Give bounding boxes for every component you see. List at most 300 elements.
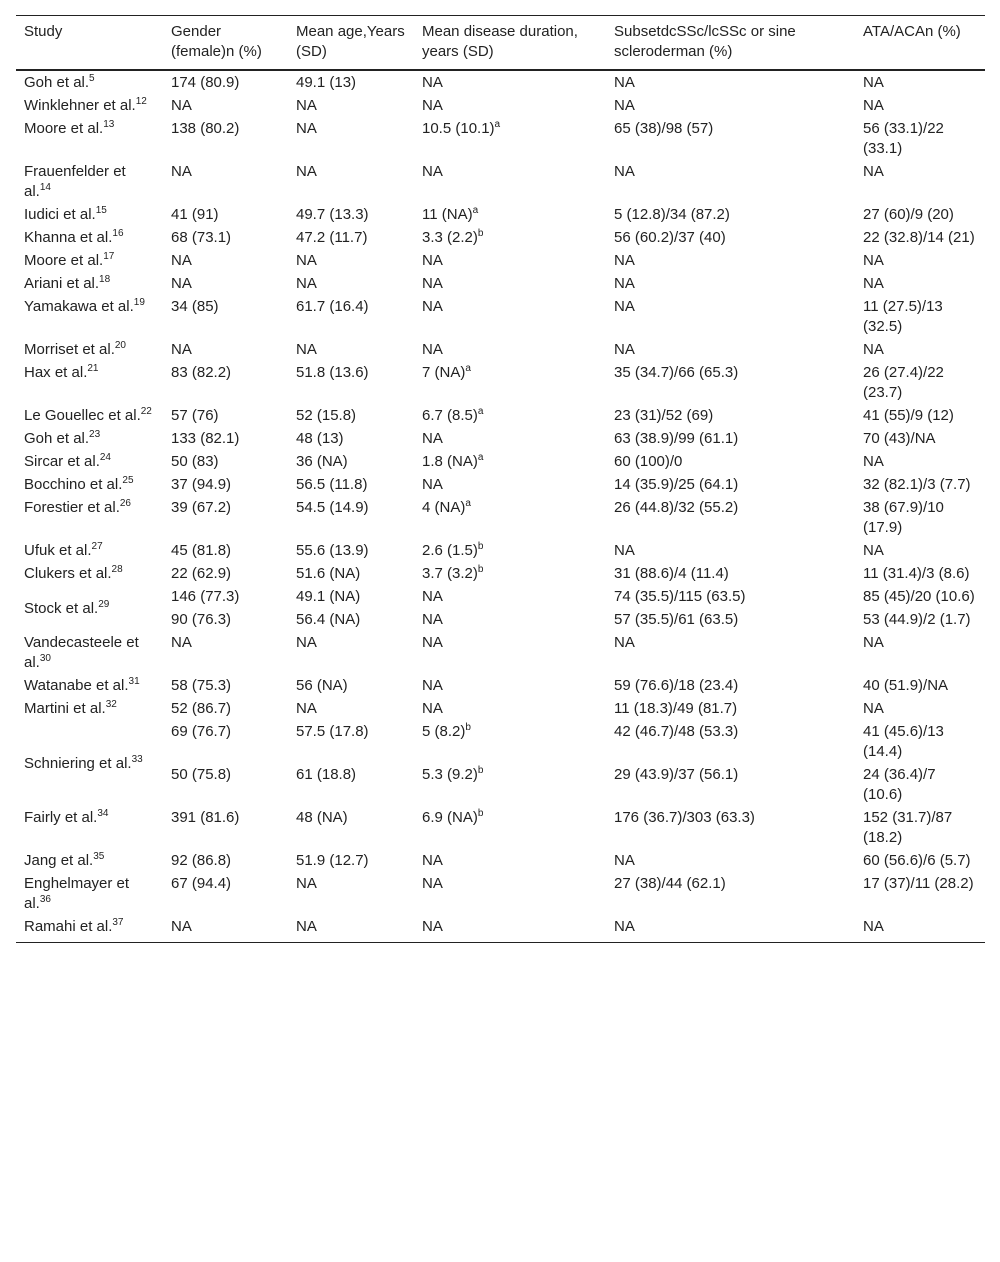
cell-duration xyxy=(414,872,606,915)
study-name: Enghelmayer et al. xyxy=(24,875,130,912)
table-body xyxy=(16,70,985,943)
cell-subset: 42 (46.7)/48 (53.3) xyxy=(614,723,739,740)
cell-subset: 5 (12.8)/34 (87.2) xyxy=(614,206,730,223)
cell-ata-aca: 27 (60)/9 (20) xyxy=(863,206,954,223)
reference-number: 15 xyxy=(95,205,107,216)
cell-subset: 14 (35.9)/25 (64.1) xyxy=(614,476,739,493)
cell-ata-aca: NA xyxy=(863,97,884,114)
cell-age: NA xyxy=(296,341,317,358)
cell-duration xyxy=(414,806,606,849)
cell-ata-aca: NA xyxy=(863,341,884,358)
duration-value: 3.3 (2.2) xyxy=(422,229,478,246)
cell-gender: 92 (86.8) xyxy=(171,852,232,869)
cell-subset: 26 (44.8)/32 (55.2) xyxy=(614,499,739,516)
cell-subset: NA xyxy=(614,341,635,358)
study-name: Frauenfelder et al. xyxy=(24,163,126,200)
cell-subset: 35 (34.7)/66 (65.3) xyxy=(614,364,739,381)
cell-subset: 63 (38.9)/99 (61.1) xyxy=(614,430,739,447)
reference-number: 25 xyxy=(122,475,134,486)
table-row xyxy=(16,70,985,94)
cell-age: 61 (18.8) xyxy=(296,766,357,783)
duration-value: NA xyxy=(422,341,443,358)
cell-gender: 90 (76.3) xyxy=(171,611,232,628)
table-row xyxy=(16,496,985,539)
cell-study xyxy=(16,361,163,404)
cell-study xyxy=(16,450,163,473)
reference-number: 28 xyxy=(111,564,123,575)
duration-value: NA xyxy=(422,252,443,269)
cell-ata-aca: 53 (44.9)/2 (1.7) xyxy=(863,611,971,628)
cell-gender: 41 (91) xyxy=(171,206,219,223)
cell-ata-aca: 152 (31.7)/87 (18.2) xyxy=(863,809,953,846)
cell-ata-aca: 11 (27.5)/13 (32.5) xyxy=(863,298,943,335)
study-name: Stock et al. xyxy=(24,599,99,617)
reference-number: 20 xyxy=(114,340,126,351)
table-row xyxy=(16,94,985,117)
cell-ata-aca: 85 (45)/20 (10.6) xyxy=(863,588,975,605)
col-header-subset: SubsetdcSSc/lcSSc or sine scleroderman (%) xyxy=(606,16,855,71)
duration-value: 3.7 (3.2) xyxy=(422,565,478,582)
cell-duration xyxy=(414,915,606,943)
table-row xyxy=(16,562,985,585)
col-header-study: Study xyxy=(16,16,163,71)
cell-age: 61.7 (16.4) xyxy=(296,298,369,315)
table-row xyxy=(16,697,985,720)
table-row xyxy=(16,361,985,404)
reference-number: 13 xyxy=(103,119,115,130)
cell-gender: 69 (76.7) xyxy=(171,723,232,740)
cell-age: 51.9 (12.7) xyxy=(296,852,369,869)
cell-gender: 57 (76) xyxy=(171,407,219,424)
table-row xyxy=(16,720,985,763)
table-row xyxy=(16,272,985,295)
duration-value: 6.7 (8.5) xyxy=(422,407,478,424)
cell-ata-aca: 40 (51.9)/NA xyxy=(863,677,949,694)
duration-value: NA xyxy=(422,634,443,651)
cell-ata-aca: 60 (56.6)/6 (5.7) xyxy=(863,852,971,869)
cell-duration xyxy=(414,496,606,539)
footnote-marker: b xyxy=(465,722,471,733)
table-row xyxy=(16,338,985,361)
duration-value: NA xyxy=(422,275,443,292)
cell-subset: NA xyxy=(614,163,635,180)
reference-number: 21 xyxy=(87,363,99,374)
duration-value: NA xyxy=(422,298,443,315)
cell-gender: NA xyxy=(171,163,192,180)
reference-number: 22 xyxy=(140,406,152,417)
cell-study xyxy=(16,272,163,295)
cell-subset: 57 (35.5)/61 (63.5) xyxy=(614,611,739,628)
cell-gender: 50 (83) xyxy=(171,453,219,470)
footnote-marker: b xyxy=(477,765,484,776)
col-header-duration: Mean disease duration, years (SD) xyxy=(414,16,606,71)
cell-age: 48 (13) xyxy=(296,430,344,447)
cell-duration xyxy=(414,226,606,249)
footnote-marker: b xyxy=(477,228,484,239)
cell-duration xyxy=(414,763,606,806)
cell-age: 49.7 (13.3) xyxy=(296,206,369,223)
table-row xyxy=(16,872,985,915)
duration-value: NA xyxy=(422,611,443,628)
cell-ata-aca: 32 (82.1)/3 (7.7) xyxy=(863,476,971,493)
study-name: Goh et al. xyxy=(24,430,90,447)
cell-study xyxy=(16,249,163,272)
cell-duration xyxy=(414,450,606,473)
cell-gender: NA xyxy=(163,915,288,943)
duration-value: 2.6 (1.5) xyxy=(422,542,478,559)
cell-duration xyxy=(414,697,606,720)
cell-age: 54.5 (14.9) xyxy=(296,499,369,516)
cell-study xyxy=(16,872,163,915)
footnote-marker: a xyxy=(472,205,479,216)
cell-study xyxy=(16,915,163,943)
study-name: Le Gouellec et al. xyxy=(24,407,141,424)
table-row xyxy=(16,226,985,249)
cell-subset: 59 (76.6)/18 (23.4) xyxy=(614,677,739,694)
cell-gender: 138 (80.2) xyxy=(171,120,240,137)
reference-number: 18 xyxy=(99,274,111,285)
reference-number: 12 xyxy=(135,96,147,107)
reference-number: 35 xyxy=(93,851,105,862)
study-name: Fairly et al. xyxy=(24,809,98,826)
study-name: Clukers et al. xyxy=(24,565,112,582)
table-row xyxy=(16,539,985,562)
duration-value: NA xyxy=(422,852,443,869)
cell-ata-aca: NA xyxy=(863,634,884,651)
cell-duration xyxy=(414,631,606,674)
cell-study xyxy=(16,849,163,872)
cell-duration xyxy=(414,361,606,404)
cell-ata-aca: NA xyxy=(863,453,884,470)
cell-gender: 45 (81.8) xyxy=(171,542,232,559)
cell-study xyxy=(16,631,163,674)
table-row xyxy=(16,631,985,674)
study-name: Martini et al. xyxy=(24,700,106,717)
cell-study xyxy=(16,674,163,697)
cell-age: 49.1 (13) xyxy=(296,74,357,91)
table-row xyxy=(16,427,985,450)
reference-number: 19 xyxy=(133,297,145,308)
table-row xyxy=(16,585,985,608)
cell-gender: NA xyxy=(171,252,192,269)
cell-gender: 58 (75.3) xyxy=(171,677,232,694)
cell-ata-aca: 38 (67.9)/10 (17.9) xyxy=(863,499,944,536)
cell-age: 48 (NA) xyxy=(296,809,348,826)
col-header-gender: Gender (female)n (%) xyxy=(163,16,288,71)
reference-number: 14 xyxy=(39,182,51,193)
study-name: Schniering et al. xyxy=(24,754,132,772)
study-name: Khanna et al. xyxy=(24,229,113,246)
cell-gender: 146 (77.3) xyxy=(171,588,240,605)
study-name: Goh et al. xyxy=(24,74,90,91)
reference-number: 30 xyxy=(39,653,51,664)
footnote-marker: a xyxy=(477,406,484,417)
cell-age: NA xyxy=(296,97,317,114)
study-name: Iudici et al. xyxy=(24,206,96,223)
table-row xyxy=(16,674,985,697)
cell-subset: 31 (88.6)/4 (11.4) xyxy=(614,565,729,582)
cell-duration xyxy=(414,427,606,450)
table-row xyxy=(16,295,985,338)
study-name: Ariani et al. xyxy=(24,275,100,292)
footnote-marker: b xyxy=(477,541,484,552)
duration-value: NA xyxy=(422,677,443,694)
table-row xyxy=(16,915,985,943)
col-header-ata-aca: ATA/ACAn (%) xyxy=(855,16,985,71)
cell-study xyxy=(16,697,163,720)
cell-subset: NA xyxy=(614,634,635,651)
cell-study xyxy=(16,473,163,496)
cell-duration xyxy=(414,338,606,361)
study-characteristics-table xyxy=(16,15,985,943)
footnote-marker: a xyxy=(494,119,501,130)
duration-value: NA xyxy=(422,918,443,935)
cell-study xyxy=(16,427,163,450)
duration-value: 7 (NA) xyxy=(422,364,466,381)
cell-duration xyxy=(414,674,606,697)
cell-subset: NA xyxy=(614,97,635,114)
cell-subset: 11 (18.3)/49 (81.7) xyxy=(614,700,738,717)
reference-number: 27 xyxy=(91,541,103,552)
study-name: Moore et al. xyxy=(24,252,104,269)
footnote-marker: b xyxy=(477,808,484,819)
cell-duration xyxy=(414,272,606,295)
reference-number: 37 xyxy=(112,917,124,928)
cell-age: 55.6 (13.9) xyxy=(296,542,369,559)
cell-study xyxy=(16,117,163,160)
cell-age: NA xyxy=(296,275,317,292)
cell-ata-aca: 22 (32.8)/14 (21) xyxy=(863,229,975,246)
study-name: Morriset et al. xyxy=(24,341,115,358)
cell-subset: NA xyxy=(606,915,855,943)
cell-duration xyxy=(414,203,606,226)
cell-gender: 39 (67.2) xyxy=(171,499,232,516)
table-row xyxy=(16,160,985,203)
reference-number: 17 xyxy=(103,251,115,262)
cell-age: 56.5 (11.8) xyxy=(296,476,368,493)
cell-subset: NA xyxy=(614,252,635,269)
study-name: Ufuk et al. xyxy=(24,542,92,559)
cell-ata-aca: 56 (33.1)/22 (33.1) xyxy=(863,120,944,157)
cell-study xyxy=(16,160,163,203)
cell-gender: 50 (75.8) xyxy=(171,766,232,783)
cell-gender: 391 (81.6) xyxy=(171,809,240,826)
cell-study xyxy=(16,806,163,849)
cell-ata-aca: NA xyxy=(863,74,884,91)
cell-age: NA xyxy=(296,700,317,717)
cell-subset: 60 (100)/0 xyxy=(614,453,683,470)
cell-gender: 83 (82.2) xyxy=(171,364,232,381)
cell-study xyxy=(16,295,163,338)
cell-ata-aca: 11 (31.4)/3 (8.6) xyxy=(863,565,970,582)
cell-study xyxy=(16,70,163,94)
cell-gender: 37 (94.9) xyxy=(171,476,232,493)
table-row xyxy=(16,450,985,473)
duration-value: 1.8 (NA) xyxy=(422,453,478,470)
study-name: Winklehner et al. xyxy=(24,97,136,114)
table-row xyxy=(16,404,985,427)
cell-subset: 23 (31)/52 (69) xyxy=(614,407,714,424)
study-name: Bocchino et al. xyxy=(24,476,123,493)
cell-ata-aca: 41 (55)/9 (12) xyxy=(863,407,954,424)
cell-study xyxy=(16,203,163,226)
cell-gender: 174 (80.9) xyxy=(171,74,240,91)
cell-age: NA xyxy=(296,163,317,180)
reference-number: 32 xyxy=(105,699,117,710)
cell-age: 49.1 (NA) xyxy=(296,588,361,605)
cell-subset: 65 (38)/98 (57) xyxy=(614,120,714,137)
cell-gender: NA xyxy=(171,275,192,292)
duration-value: NA xyxy=(422,700,443,717)
cell-age: NA xyxy=(296,252,317,269)
cell-age: NA xyxy=(296,120,317,137)
cell-gender: 133 (82.1) xyxy=(171,430,240,447)
cell-ata-aca: NA xyxy=(863,700,884,717)
duration-value: NA xyxy=(422,875,443,892)
table-row xyxy=(16,473,985,496)
cell-study xyxy=(16,226,163,249)
footnote-marker: a xyxy=(465,498,471,509)
duration-value: NA xyxy=(422,430,443,447)
cell-duration xyxy=(414,117,606,160)
cell-age: 51.8 (13.6) xyxy=(296,364,369,381)
footnote-marker: a xyxy=(465,363,471,374)
cell-ata-aca: NA xyxy=(863,163,884,180)
reference-number: 26 xyxy=(119,498,131,509)
cell-study xyxy=(16,338,163,361)
cell-gender: 67 (94.4) xyxy=(171,875,232,892)
cell-subset: NA xyxy=(614,542,635,559)
duration-value: NA xyxy=(422,476,443,493)
cell-ata-aca: NA xyxy=(863,542,884,559)
col-header-age: Mean age,Years (SD) xyxy=(288,16,414,71)
table-row xyxy=(16,117,985,160)
footnote-marker: a xyxy=(477,452,484,463)
table-row xyxy=(16,806,985,849)
cell-subset: NA xyxy=(614,298,635,315)
cell-subset: NA xyxy=(614,275,635,292)
cell-gender: NA xyxy=(171,97,192,114)
cell-subset: 56 (60.2)/37 (40) xyxy=(614,229,726,246)
reference-number: 16 xyxy=(112,228,124,239)
study-name: Vandecasteele et al. xyxy=(24,634,139,671)
study-name: Ramahi et al. xyxy=(24,918,113,935)
cell-study xyxy=(16,562,163,585)
cell-ata-aca: 24 (36.4)/7 (10.6) xyxy=(863,766,936,803)
reference-number: 24 xyxy=(99,452,111,463)
table-row xyxy=(16,249,985,272)
duration-value: 5.3 (9.2) xyxy=(422,766,478,783)
cell-study xyxy=(16,539,163,562)
reference-number: 36 xyxy=(39,894,51,905)
cell-ata-aca: 41 (45.6)/13 (14.4) xyxy=(863,723,944,760)
duration-value: NA xyxy=(422,97,443,114)
cell-age: NA xyxy=(296,875,317,892)
table-header xyxy=(16,16,985,71)
cell-age: 56 (NA) xyxy=(296,677,348,694)
cell-duration xyxy=(414,720,606,763)
cell-duration xyxy=(414,70,606,94)
cell-subset: 74 (35.5)/115 (63.5) xyxy=(614,588,746,605)
cell-age: 36 (NA) xyxy=(296,453,348,470)
cell-age: 51.6 (NA) xyxy=(296,565,361,582)
cell-duration xyxy=(414,539,606,562)
cell-ata-aca: NA xyxy=(863,252,884,269)
duration-value: 11 (NA) xyxy=(422,206,473,223)
study-name: Forestier et al. xyxy=(24,499,120,516)
cell-duration xyxy=(414,562,606,585)
cell-gender: 22 (62.9) xyxy=(171,565,232,582)
cell-study xyxy=(16,496,163,539)
duration-value: 6.9 (NA) xyxy=(422,809,478,826)
cell-gender: NA xyxy=(171,341,192,358)
cell-duration xyxy=(414,249,606,272)
cell-gender: 34 (85) xyxy=(171,298,219,315)
cell-ata-aca: 70 (43)/NA xyxy=(863,430,936,447)
cell-study xyxy=(16,404,163,427)
duration-value: 4 (NA) xyxy=(422,499,466,516)
reference-number: 33 xyxy=(131,753,143,765)
duration-value: NA xyxy=(422,588,443,605)
duration-value: NA xyxy=(422,163,443,180)
study-name: Yamakawa et al. xyxy=(24,298,134,315)
cell-duration xyxy=(414,585,606,608)
cell-duration xyxy=(414,404,606,427)
table-row xyxy=(16,849,985,872)
cell-duration xyxy=(414,473,606,496)
cell-study xyxy=(16,585,163,631)
reference-number: 34 xyxy=(97,808,109,819)
reference-number: 5 xyxy=(89,73,95,84)
cell-duration xyxy=(414,608,606,631)
reference-number: 23 xyxy=(89,429,101,440)
table-row xyxy=(16,203,985,226)
cell-age: 52 (15.8) xyxy=(296,407,357,424)
cell-age: 57.5 (17.8) xyxy=(296,723,369,740)
study-name: Moore et al. xyxy=(24,120,104,137)
reference-number: 31 xyxy=(128,676,140,687)
cell-age: 56.4 (NA) xyxy=(296,611,361,628)
duration-value: 5 (8.2) xyxy=(422,723,466,740)
cell-age: 47.2 (11.7) xyxy=(296,229,368,246)
cell-gender: 68 (73.1) xyxy=(171,229,232,246)
cell-ata-aca: NA xyxy=(855,915,985,943)
cell-subset: 29 (43.9)/37 (56.1) xyxy=(614,766,739,783)
cell-subset: NA xyxy=(614,74,635,91)
study-name: Jang et al. xyxy=(24,852,94,869)
cell-subset: NA xyxy=(614,852,635,869)
footnote-marker: b xyxy=(477,564,484,575)
cell-ata-aca: NA xyxy=(863,275,884,292)
cell-gender: 52 (86.7) xyxy=(171,700,232,717)
study-name: Hax et al. xyxy=(24,364,88,381)
study-name: Sircar et al. xyxy=(24,453,100,470)
cell-ata-aca: 26 (27.4)/22 (23.7) xyxy=(863,364,944,401)
cell-duration xyxy=(414,849,606,872)
reference-number: 29 xyxy=(98,598,110,610)
cell-subset: 176 (36.7)/303 (63.3) xyxy=(614,809,755,826)
cell-study xyxy=(16,94,163,117)
duration-value: NA xyxy=(422,74,443,91)
cell-duration xyxy=(414,295,606,338)
cell-age: NA xyxy=(288,915,414,943)
study-name: Watanabe et al. xyxy=(24,677,129,694)
cell-age: NA xyxy=(296,634,317,651)
cell-duration xyxy=(414,160,606,203)
cell-duration xyxy=(414,94,606,117)
cell-subset: 27 (38)/44 (62.1) xyxy=(614,875,726,892)
cell-gender: NA xyxy=(171,634,192,651)
